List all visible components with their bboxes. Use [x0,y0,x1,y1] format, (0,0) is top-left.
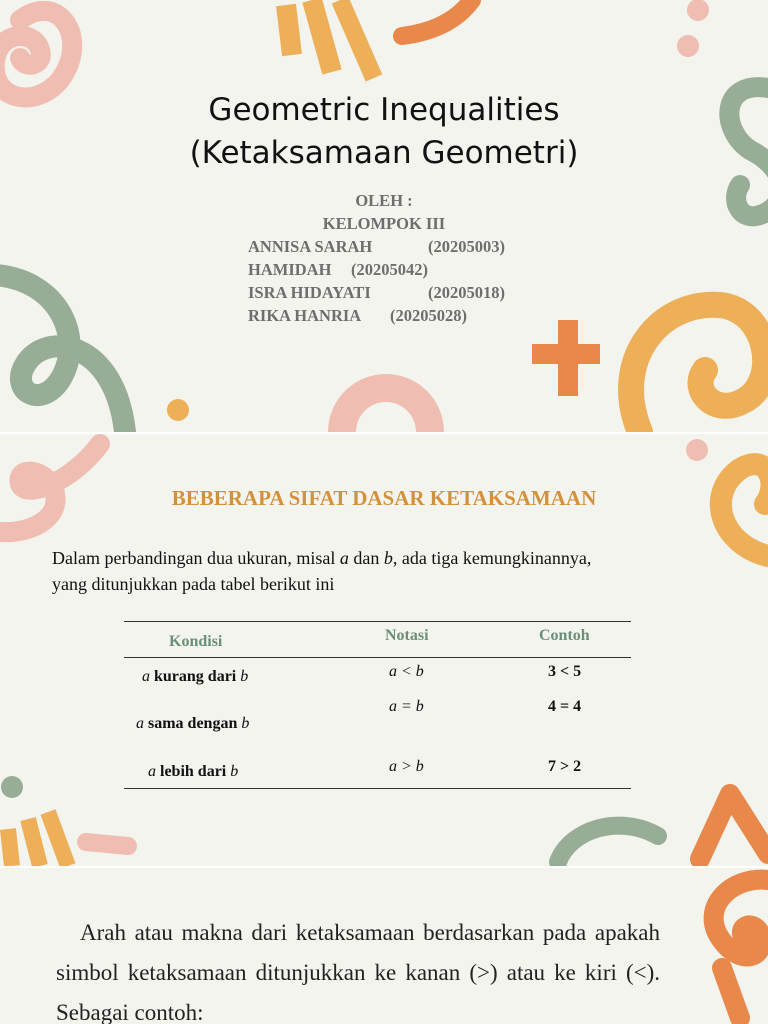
table-bottom-rule [124,788,631,789]
body-paragraph: Arah atau makna dari ketaksamaan berdasarkan pada apakah simbol ketaksamaan ditunjukkan ke kanan (>) atau ke kiri (<). Sebagai contoh: [56,920,660,1024]
pink-dot-shape [686,439,708,461]
member-name: ISRA HIDAYATI [248,283,371,302]
orange-stroke-shape [722,968,740,1018]
content-slide [0,434,768,866]
table-header-contoh: Contoh [539,627,590,644]
yellow-stripe-shape [48,812,68,866]
intro-text-line2: yang ditunjukkan pada tabel berikut ini [52,574,335,594]
yellow-spiral-shape [631,305,765,432]
member-nim: (20205028) [390,306,467,325]
table-cell-notasi: a = b [389,698,424,715]
table-header-rule [124,657,631,658]
slide-title: Geometric Inequalities [208,92,560,128]
pink-arch-shape [328,374,444,432]
table-cell-kondisi: a sama dengan b [136,715,250,732]
title-slide [0,0,768,432]
table-header-notasi: Notasi [385,627,429,644]
table-cell-kondisi: a lebih dari b [148,763,239,780]
table-top-rule [124,621,631,622]
group-label: KELOMPOK III [322,214,446,233]
yellow-stripe-shape [8,829,12,866]
table-cell-contoh: 7 > 2 [548,758,582,775]
member-name: ANNISA SARAH [248,237,373,256]
member-name: HAMIDAH [248,260,332,279]
orange-spiral-shape [714,880,768,957]
table-cell-kondisi: a kurang dari b [142,668,249,685]
table-cell-contoh: 3 < 5 [548,663,582,680]
member-nim: (20205018) [428,283,505,302]
pink-dot-shape [687,0,709,21]
table-cell-notasi: a > b [389,758,424,775]
yellow-stripe-shape [340,0,374,78]
yellow-stripe-shape [312,0,332,72]
pink-bar-shape [86,842,128,846]
yellow-stripe-shape [28,819,40,866]
table-header-kondisi: Kondisi [169,633,223,650]
member-nim: (20205003) [428,237,505,256]
intro-text-line1: Dalam perbandingan dua ukuran, misal a dan b, ada tiga kemungkinannya, [52,548,592,568]
member-nim: (20205042) [351,260,428,279]
yellow-dot-shape [167,399,189,421]
orange-arc-shape [402,0,472,36]
table-cell-contoh: 4 = 4 [548,698,582,715]
sage-dot-shape [1,776,23,798]
yellow-stripe-shape [286,5,292,55]
pink-spiral-shape [0,11,72,98]
section-heading: BEBERAPA SIFAT DASAR KETAKSAMAAN [171,486,597,510]
sage-loop-shape [0,275,125,432]
sage-arc-shape [558,826,658,862]
partial-slide [0,868,768,1024]
orange-plus-shape [532,344,600,364]
oleh-label: OLEH : [355,191,413,210]
table-cell-notasi: a < b [389,663,424,680]
orange-triangle-shape [700,794,768,859]
member-name: RIKA HANRIA [248,306,362,325]
pink-dot-shape [677,35,699,57]
slide-subtitle: (Ketaksamaan Geometri) [189,135,579,171]
